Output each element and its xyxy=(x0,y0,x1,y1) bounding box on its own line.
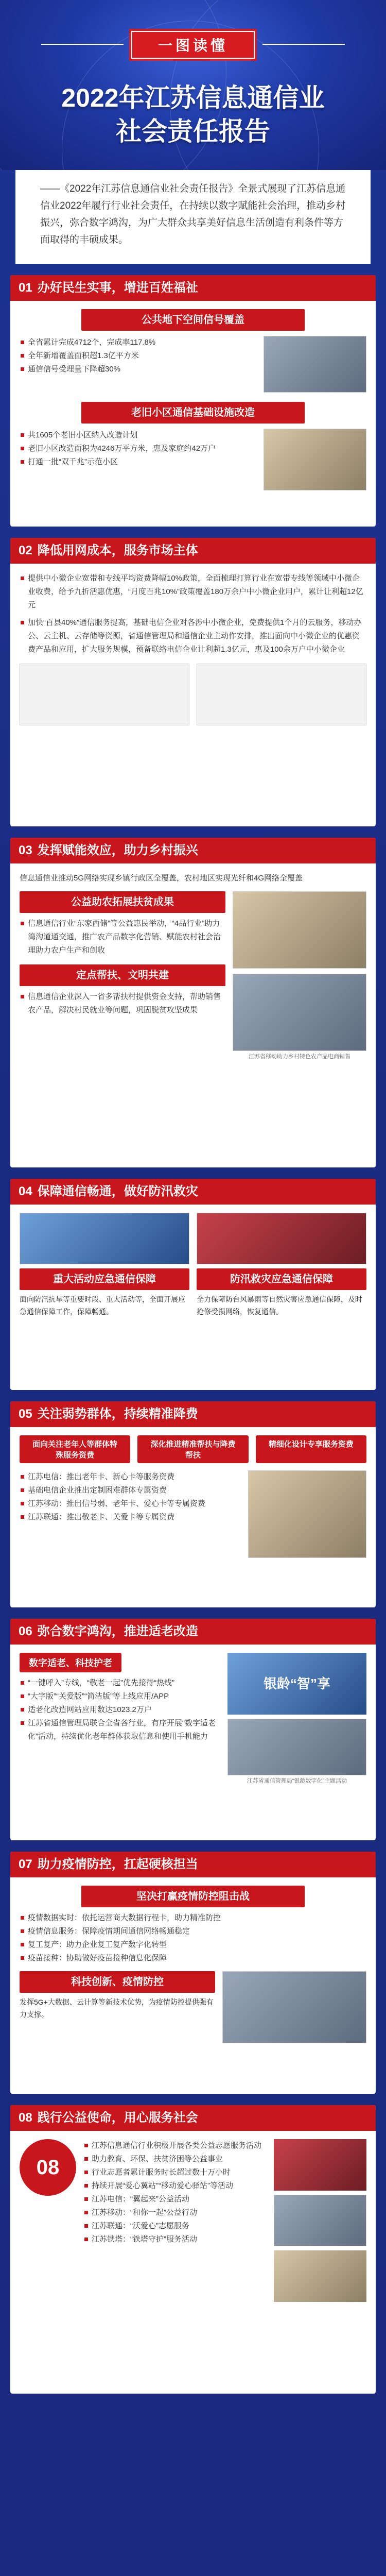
list-item: 江苏铁塔：“铁塔守护”服务活动 xyxy=(83,2233,267,2246)
subheading: 老旧小区通信基础设施改造 xyxy=(81,402,305,423)
list-item: 持续开展“爱心翼站”“移动爱心驿站”等活动 xyxy=(83,2179,267,2193)
tag-chip: 数字适老、科技护老 xyxy=(20,1653,121,1672)
list-item: 打通一批“双千兆”示范小区 xyxy=(20,455,256,469)
banner-image: 银龄“智”享 xyxy=(227,1653,366,1715)
decorative-line xyxy=(41,44,124,45)
section-number: 08 xyxy=(19,2111,32,2125)
subheading: 公共地下空间信号覆盖 xyxy=(81,309,305,331)
paragraph: 全力保障防台风暴雨等自然灾害应急通信保障，及时抢修受损网络，恢复通信。 xyxy=(197,1295,362,1316)
list-item: 共1605个老旧小区纳入改造计划 xyxy=(20,429,256,442)
list-item: “一键呼入”专线，“敬老一起”优先接待“热线” xyxy=(20,1676,220,1690)
section-title: 关注弱势群体，持续精准降费 xyxy=(37,1407,198,1421)
section-intro: 信息通信业推动5G网络实现乡镇行政区全覆盖，农村地区实现光纤和4G网络全覆盖 xyxy=(20,874,303,883)
section-header xyxy=(10,1852,376,1877)
photo xyxy=(264,336,366,393)
photo xyxy=(222,1971,366,2043)
photo-caption: 江苏省通信管理局“银龄数字化”主题活动 xyxy=(247,1778,347,1784)
section-badge: 08 xyxy=(20,2139,76,2196)
section-06 xyxy=(10,1619,376,1840)
section-header xyxy=(10,1179,376,1205)
list-item: 基础电信企业推出定制困难群体专属资费 xyxy=(20,1484,241,1497)
list-item: 江苏电信：“翼起来”公益活动 xyxy=(83,2193,267,2206)
section-03 xyxy=(10,838,376,1167)
list-item: 通信信号受理量下降超30% xyxy=(20,363,256,376)
section-title: 弥合数字鸿沟，推进适老改造 xyxy=(37,1624,198,1638)
page-title-line2: 社会责任报告 xyxy=(116,117,270,146)
section-title: 发挥赋能效应，助力乡村振兴 xyxy=(37,843,198,857)
header-tag: 一图读懂 xyxy=(131,31,255,59)
section-number: 03 xyxy=(19,843,32,857)
section-07 xyxy=(10,1852,376,2094)
section-title: 降低用网成本，服务市场主体 xyxy=(37,544,198,557)
section-header xyxy=(10,1619,376,1645)
photo-caption: 江苏省移动助力乡村特色农产品电商销售 xyxy=(249,1054,350,1060)
section-number: 02 xyxy=(19,544,32,557)
paragraph: 加快“百县40%”通信服务提高，基础电信企业对各涉中小微企业，免费提供1个月的云服务，移动办公、云主机、云存储等资源，省通信管理局和通信企业主动作安排，推出面向中小微企业的优惠资费产品和应用，扩大服务规模，预备联络电信企业让利超1.3亿元，惠及100余万户中小微企业 xyxy=(20,616,366,656)
section-title: 办好民生实事，增进百姓福祉 xyxy=(37,281,198,295)
section-number: 05 xyxy=(19,1407,32,1421)
photo xyxy=(233,891,366,969)
section-number: 04 xyxy=(19,1184,32,1198)
section-header xyxy=(10,1401,376,1427)
tag-card: 深化推进精准帮扶与降费帮扶 xyxy=(137,1435,248,1463)
list-item: 疫情信息服务：保障疫情期间通信网络畅通稳定 xyxy=(20,1925,366,1938)
list-item: 江苏移动：“和你一起”公益行动 xyxy=(83,2206,267,2219)
list-item: 疫情数据实时：依托运营商大数据行程卡，助力精准防控 xyxy=(20,1911,366,1925)
section-header xyxy=(10,538,376,564)
section-05 xyxy=(10,1401,376,1607)
section-number: 07 xyxy=(19,1857,32,1871)
subheading: 公益助农拓展扶贫成果 xyxy=(20,891,225,913)
section-08 xyxy=(10,2105,376,2394)
list-item: 江苏联通：“沃爱心”志愿服务 xyxy=(83,2219,267,2233)
list-item: 行业志愿者累计服务时长超过数十万小时 xyxy=(83,2166,267,2179)
list-item: 江苏省通信管理局联合全省各行业，有序开展“数字适老化”活动，持续优化老年群体获取信息和使用手机能力 xyxy=(20,1717,220,1743)
subheading: 定点帮扶、文明共建 xyxy=(20,964,225,986)
paragraph: 发挥5G+大数据、云计算等新技术优势，为疫情防控提供强有力支撑。 xyxy=(20,1998,214,2019)
section-title: 践行公益使命，用心服务社会 xyxy=(37,2111,198,2125)
section-title: 助力疫情防控，扛起硬核担当 xyxy=(37,1857,198,1871)
photo xyxy=(248,1470,366,1558)
list-item: 老旧小区改造面积为4246万平方米，惠及家庭约42万户 xyxy=(20,442,256,455)
photo xyxy=(264,429,366,490)
intro-card xyxy=(15,170,371,264)
section-number: 06 xyxy=(19,1624,32,1638)
list-item: 适老化改造网站应用数达1023.2万户 xyxy=(20,1703,220,1717)
list-item: 疫苗接种：协助做好疫苗接种信息化保障 xyxy=(20,1952,366,1965)
section-04 xyxy=(10,1179,376,1390)
photo xyxy=(197,1213,366,1264)
list-item: 江苏信息通信行业积极开展各类公益志愿服务活动 xyxy=(83,2139,267,2153)
intro-text: ——《2022年江苏信息通信业社会责任报告》全景式展现了江苏信息通信业2022年履行行业社会责任，在持续以数字赋能社会治理，推动乡村振兴，弥合数字鸿沟，为广大群众共享美好信息生活创造有利条件等方面取得的丰硕成果。 xyxy=(40,183,346,245)
tag-card: 精细化设计专享服务资费 xyxy=(256,1435,366,1463)
subheading: 重大活动应急通信保障 xyxy=(20,1268,189,1290)
section-header xyxy=(10,275,376,301)
screenshot-image xyxy=(197,664,366,725)
list-item: 助力教育、环保、扶贫济困等公益事业 xyxy=(83,2153,267,2166)
list-item: 江苏移动：推出信号弱、老年卡、爱心卡等专属资费 xyxy=(20,1497,241,1511)
photo xyxy=(227,1719,366,1775)
photo xyxy=(274,2250,366,2302)
section-01 xyxy=(10,275,376,527)
page-title-line1: 2022年江苏信息通信业 xyxy=(61,83,325,112)
section-title: 保障通信畅通，做好防汛救灾 xyxy=(37,1184,198,1198)
paragraph: 面向防汛抗旱等重要时段、重大活动等，全面开展应急通信保障工作，保障畅通。 xyxy=(20,1295,185,1316)
paragraph: 提供中小微企业宽带和专线平均资费降幅10%政策，全面梳理打算行业在宽带专线等领域中小微企业收费，给予九折活惠优惠，“月度百兆10%”政策覆盖180万余户中小微企业用户，累计让利超12亿元 xyxy=(20,572,366,612)
list-item: 全年新增覆盖面积超1.3亿平方米 xyxy=(20,349,256,363)
list-item: 复工复产：助力企业复工复产数字化转型 xyxy=(20,1938,366,1952)
photo xyxy=(20,1213,189,1264)
photo xyxy=(233,974,366,1051)
subheading: 科技创新、疫情防控 xyxy=(20,1971,215,1993)
list-item: 江苏联通：推出敬老卡、关爱卡等专属资费 xyxy=(20,1511,241,1524)
list-item: 江苏电信：推出老年卡、新心卡等服务资费 xyxy=(20,1470,241,1484)
list-item: 信息通信行业“东家西储”等公益惠民举动，“4品行业”助力湾沟道通交通，推广农产品数字化营销、赋能农村社会治理助力农户生产和创收 xyxy=(20,917,225,957)
section-number: 01 xyxy=(19,281,32,295)
list-item: 信息通信企业深入一省多帮扶村提供资金支持，帮助销售农产品，解决村民就业等问题，巩固脱贫攻坚成果 xyxy=(20,990,225,1017)
photo xyxy=(274,2139,366,2191)
section-header xyxy=(10,2105,376,2131)
section-02 xyxy=(10,538,376,826)
photo xyxy=(274,2195,366,2246)
header-banner xyxy=(0,0,386,170)
subheading: 防汛救灾应急通信保障 xyxy=(197,1268,366,1290)
subheading: 坚决打赢疫情防控阻击战 xyxy=(81,1886,305,1907)
list-item: 全省累计完成4712个，完成率117.8% xyxy=(20,336,256,349)
screenshot-image xyxy=(20,664,189,725)
tag-card: 面向关注老年人等群体特殊服务资费 xyxy=(20,1435,130,1463)
list-item: “大字版”“关爱版”“简洁版”等上线应用/APP xyxy=(20,1690,220,1703)
section-header xyxy=(10,838,376,863)
decorative-line xyxy=(262,44,345,45)
